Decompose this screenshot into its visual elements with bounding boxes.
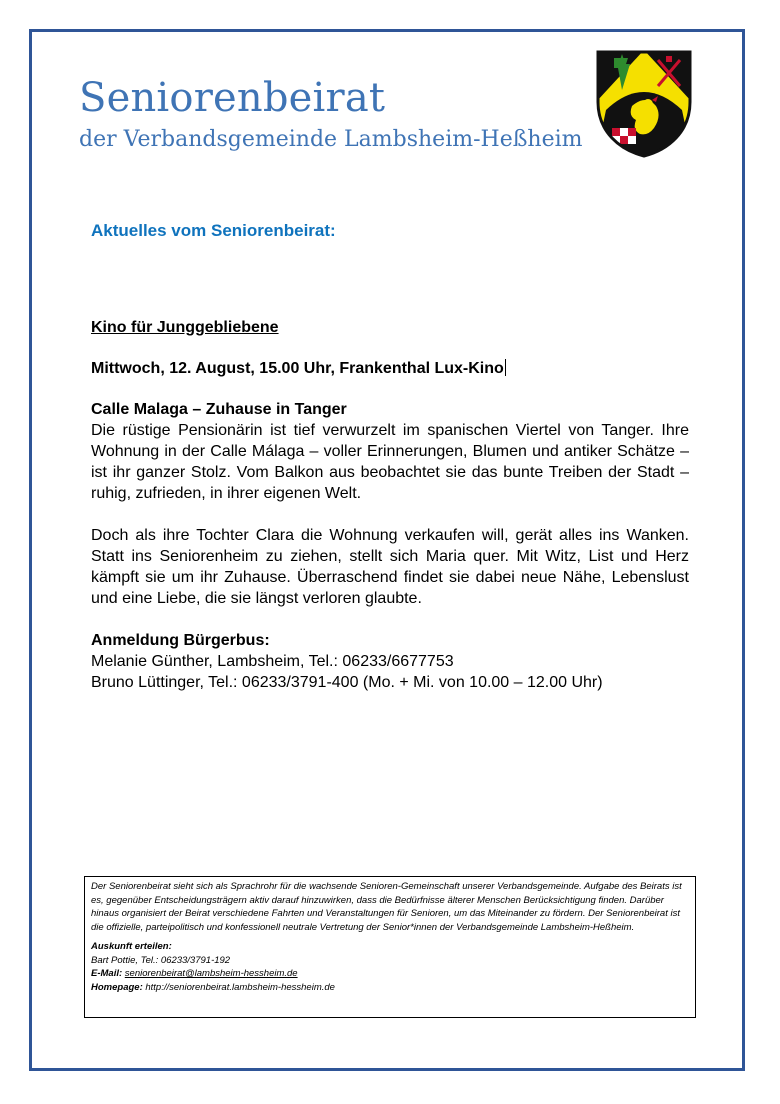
footer-homepage-label: Homepage:	[91, 981, 143, 993]
registration-contact-1: Melanie Günther, Lambsheim, Tel.: 06233/6677753	[91, 653, 454, 670]
footer-email-line	[91, 967, 689, 981]
footer-contact-person: Bart Pottie, Tel.: 06233/3791-192	[91, 954, 231, 966]
coat-of-arms-icon	[596, 50, 692, 158]
footer-email-link[interactable]: seniorenbeirat@lambsheim-hessheim.de	[124, 968, 298, 979]
event-date-line	[91, 358, 689, 379]
footer-info-title: Auskunft erteilen:	[91, 941, 172, 952]
footer-homepage-url[interactable]: http://seniorenbeirat.lambsheim-hessheim.de	[145, 981, 335, 993]
page-subtitle: der Verbandsgemeinde Lambsheim-Heßheim	[79, 127, 583, 152]
footer-homepage-line	[91, 981, 689, 995]
movie-description-1: Die rüstige Pensionärin ist tief verwurzelt im spanischen Viertel von Tanger. Ihre Wohnung in der Calle Málaga – voller Erinnerungen, Blumen und antiker Schätze – ist ihr ganzer Stolz. Vom Balkon aus beobachtet sie das bunte Treiben der Stadt – ruhig, zufrieden, in ihrer eigenen Welt.	[91, 422, 689, 502]
text-cursor	[505, 359, 506, 376]
footer-description: Der Seniorenbeirat sieht sich als Sprachrohr für die wachsende Senioren-Gemeinschaft unserer Verbandsgemeinde. Aufgabe des Beirats ist es, gegenüber Entscheidungsträgern aktiv darauf hinzuwirken, dass die Bedürfnisse älterer Menschen Berücksichtigung finden. Darüber hinaus organisiert der Beirat verschiedene Fahrten und Veranstaltungen für Senioren, um das Miteinander zu fördern. Der Seniorenbeirat ist die offizielle, parteipolitisch und konfessionell neutrale Vertretung der Senior*innen der Verbandsgemeinde Lambsheim-Heßheim.	[91, 881, 682, 933]
event-article	[91, 317, 689, 693]
footer-info-box	[84, 876, 696, 1018]
footer-email-label: E-Mail:	[91, 968, 123, 979]
event-category: Kino für Junggebliebene	[91, 319, 279, 336]
movie-description-2: Doch als ihre Tochter Clara die Wohnung verkaufen will, gerät alles ins Wanken. Statt ins Seniorenheim zu ziehen, stellt sich Maria quer. Mit Witz, List und Herz kämpft sie um ihr Zuhause. Überraschend findet sie dabei neue Nähe, Lebenslust und eine Liebe, die sie längst verloren glaubte.	[91, 527, 689, 607]
section-heading: Aktuelles vom Seniorenbeirat:	[91, 221, 336, 240]
movie-title: Calle Malaga – Zuhause in Tanger	[91, 401, 347, 418]
event-date-text: Mittwoch, 12. August, 15.00 Uhr, Frankenthal Lux-Kino	[91, 360, 504, 377]
registration-contact-2: Bruno Lüttinger, Tel.: 06233/3791-400 (Mo. + Mi. von 10.00 – 12.00 Uhr)	[91, 674, 603, 691]
registration-title: Anmeldung Bürgerbus:	[91, 632, 270, 649]
page-title: Seniorenbeirat	[79, 75, 386, 121]
